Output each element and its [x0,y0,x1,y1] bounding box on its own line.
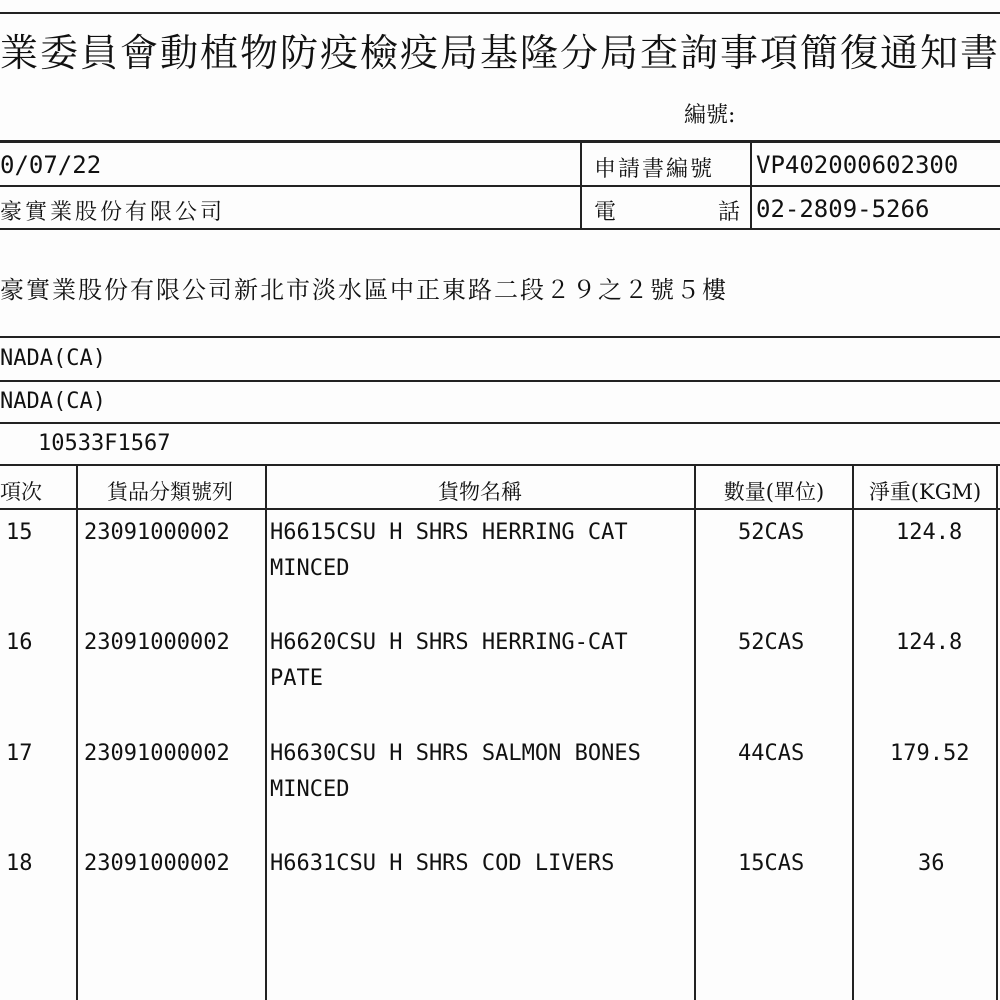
header-item: 項次 [0,480,42,504]
vrule-right [996,464,998,1000]
row-code: 23091000002 [84,520,230,545]
row-weight: 36 [918,851,945,876]
rule-6 [0,422,1000,424]
row-item: 18 [6,851,33,876]
row-name-line2: PATE [270,666,323,691]
rule-5 [0,380,1000,382]
header-quantity: 數量(單位) [723,480,825,504]
row-name-line1: H6631CSU H SHRS COD LIVERS [270,851,615,876]
row-code: 23091000002 [84,851,230,876]
row-name-line1: H6630CSU H SHRS SALMON BONES [270,741,641,766]
vrule-item [76,464,78,1000]
reference-number: 10533F1567 [38,431,171,456]
address: 豪實業股份有限公司新北市淡水區中正東路二段２９之２號５樓 [0,276,728,304]
app-no-value: VP402000602300 [756,151,959,179]
phone-label-2: 話 [718,200,741,225]
rule-2 [0,185,1000,187]
vrule-qty [852,464,854,1000]
row-name-line1: H6615CSU H SHRS HERRING CAT [270,520,628,545]
row-name-line2: MINCED [270,777,350,802]
vrule-app-value [750,140,752,230]
rule-8 [0,508,1000,510]
row-name-line1: H6620CSU H SHRS HERRING-CAT [270,630,628,655]
row-item: 16 [6,630,33,655]
company-name: 豪實業股份有限公司 [0,200,226,225]
rule-3 [0,228,1000,230]
rule-top [0,12,1000,14]
document-title: 業委員會動植物防疫檢疫局基隆分局查詢事項簡復通知書 [0,31,1000,75]
row-quantity: 15CAS [738,851,805,876]
rule-4 [0,336,1000,338]
rule-7 [0,464,1000,466]
vrule-name [694,464,696,1000]
vrule-app-no [580,140,582,230]
row-quantity: 52CAS [738,520,805,545]
header-goods-name: 貨物名稱 [438,480,522,504]
row-item: 17 [6,741,33,766]
rule-1 [0,140,1000,143]
app-no-label: 申請書編號 [594,157,715,182]
row-quantity: 44CAS [738,741,805,766]
number-label: 編號: [684,103,736,128]
row-code: 23091000002 [84,630,230,655]
row-name-line2: MINCED [270,556,350,581]
phone-value: 02-2809-5266 [756,195,930,223]
origin-country-1: NADA(CA) [0,346,106,371]
vrule-code [265,464,267,1000]
origin-country-2: NADA(CA) [0,389,106,414]
row-weight: 124.8 [896,520,963,545]
header-code: 貨品分類號列 [107,480,233,504]
row-quantity: 52CAS [738,630,805,655]
date-value: 0/07/22 [0,151,102,179]
header-net-weight: 淨重(KGM) [868,480,982,504]
row-code: 23091000002 [84,741,230,766]
row-weight: 124.8 [896,630,963,655]
row-item: 15 [6,520,33,545]
phone-label-1: 電 [594,200,617,225]
row-weight: 179.52 [890,741,970,766]
